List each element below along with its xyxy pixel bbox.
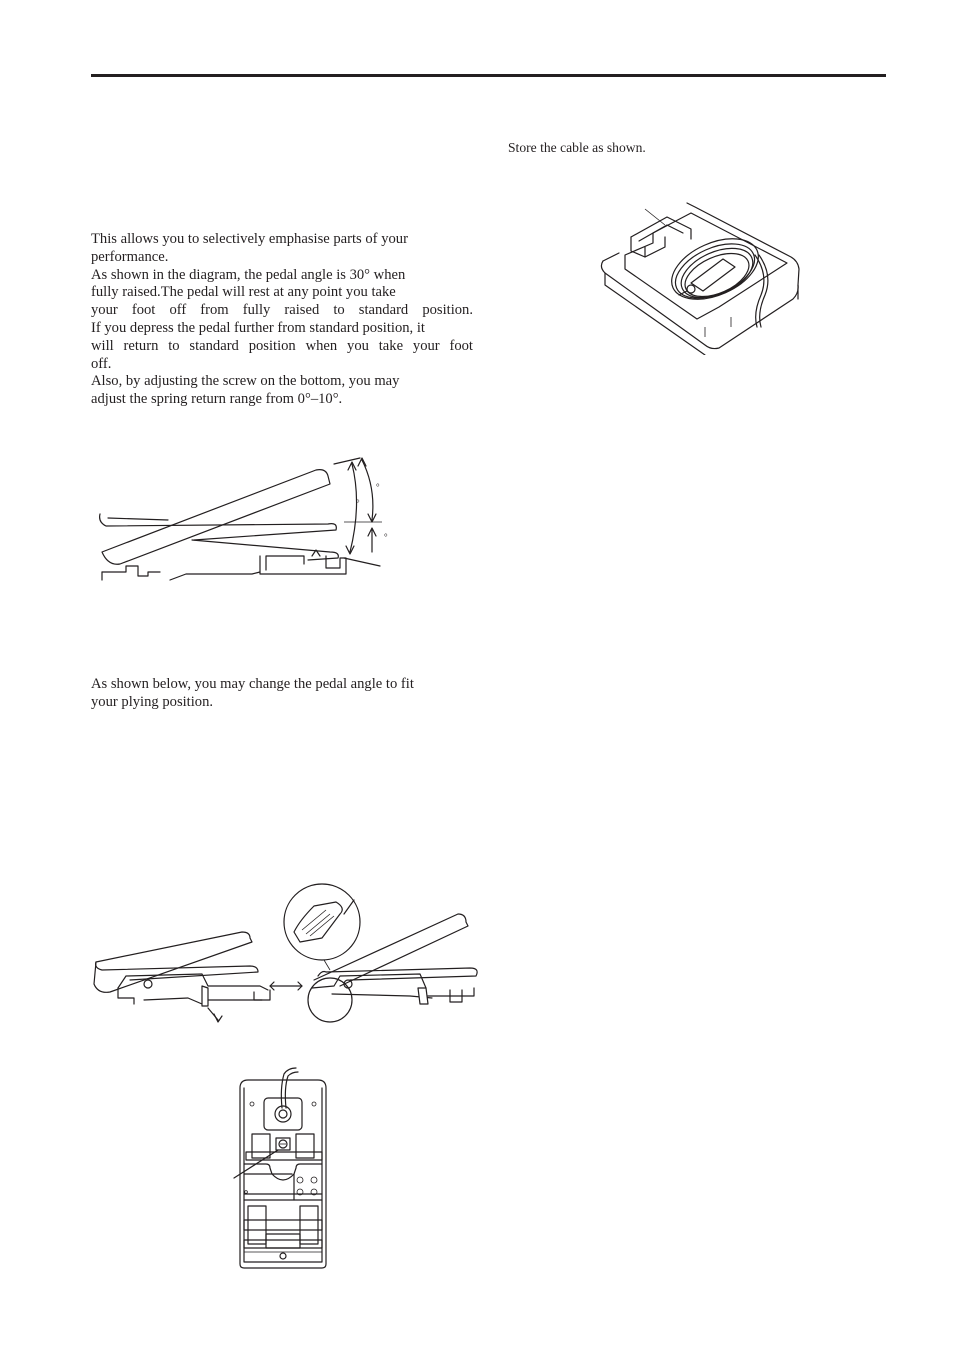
text-line: adjust the spring return range from 0°–10°. — [91, 391, 343, 408]
text-line: off. — [91, 355, 112, 372]
text-line: As shown below, you may change the pedal angle to fit — [91, 676, 414, 692]
text-line: Also, by adjusting the screw on the bottom, you may — [91, 373, 400, 390]
text-line: If you depress the pedal further from standard position, it — [91, 319, 425, 336]
spring-return-text — [91, 231, 473, 409]
pedal-angle-adjust-diagram-icon — [90, 880, 490, 1030]
pedal-angle-diagram-icon — [94, 448, 394, 588]
text-line: As shown in the diagram, the pedal angle is 30° when — [91, 266, 406, 283]
pedal-angle-text — [91, 676, 473, 712]
text-line: fully raised.The pedal will rest at any point you take — [91, 284, 396, 301]
text-line: This allows you to selectively emphasise parts of your — [91, 231, 408, 247]
text-line: your plying position. — [91, 693, 214, 710]
text-line: your foot off from fully raised to standard position. — [91, 302, 473, 319]
header-rule — [91, 74, 886, 77]
degree-mark: ° — [376, 482, 380, 492]
text-line: performance. — [91, 248, 169, 265]
degree-mark: ° — [384, 532, 388, 542]
degree-mark: ° — [356, 498, 360, 508]
text-line: will return to standard position when you take your foot — [91, 337, 473, 354]
pedal-bottom-view-icon — [226, 1064, 336, 1274]
coiled-cable-in-pedal-icon — [595, 195, 805, 355]
cable-storage-note: Store the cable as shown. — [508, 140, 646, 155]
